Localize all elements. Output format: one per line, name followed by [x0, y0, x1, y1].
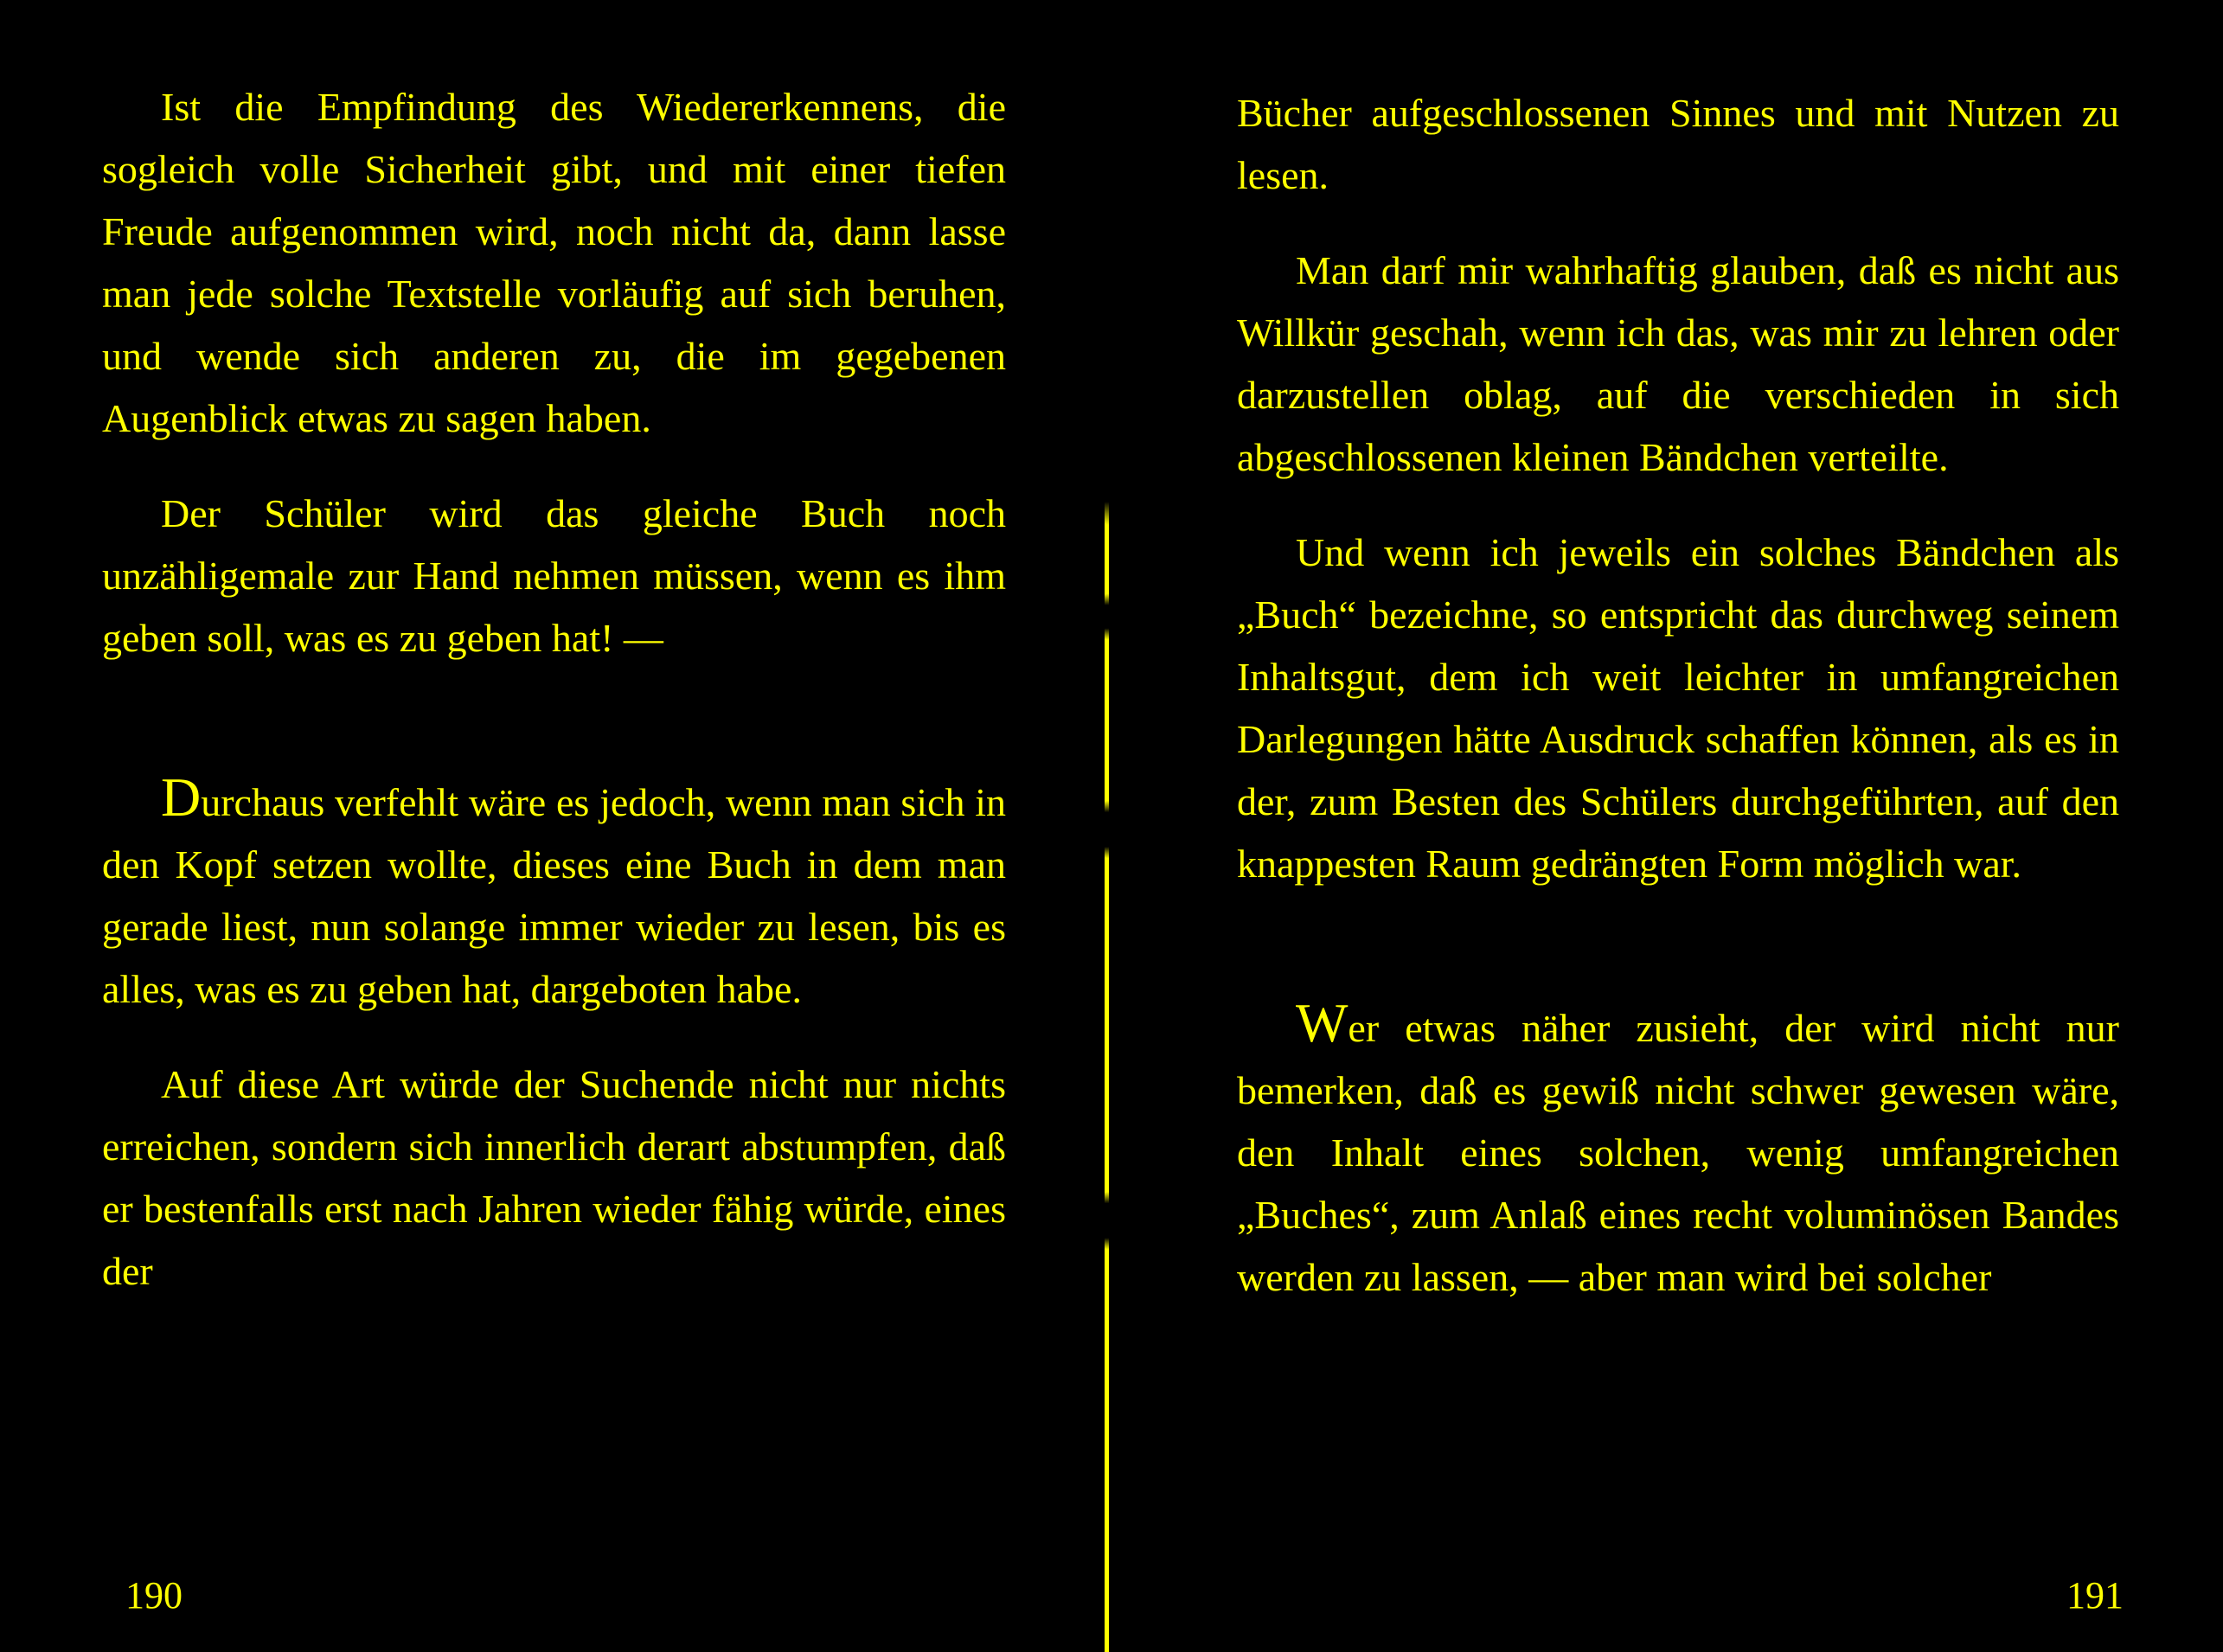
- right-paragraph-1: Bücher aufgeschlossenen Sinnes und mit Nutzen zu lesen.: [1237, 91, 2119, 197]
- left-paragraph-3-body: urchaus verfehlt wäre es jedoch, wenn man sich in den Kopf setzen wollte, dieses eine Buch in dem man gerade liest, nun solange immer wieder zu lesen, bis es alles, was es zu geben hat, dargeboten habe.: [102, 780, 1006, 1011]
- right-paragraph-3: Und wenn ich jeweils ein solches Bändchen als „Buch“ bezeichne, so entspricht das durchweg seinem Inhaltsgut, dem ich weit leichter in umfangreichen Darlegungen hätte Ausdruck schaffen können, als es in der, zum Besten des Schülers durchgeführten, auf den knappesten Raum gedrängten Form möglich war.: [1237, 530, 2119, 886]
- drop-initial-d: D: [161, 766, 202, 828]
- left-paragraph-3: [102, 766, 1006, 1021]
- right-paragraph-4: [1237, 992, 2119, 1309]
- right-paragraph-4-body: er etwas näher zusieht, der wird nicht nur bemerken, daß es gewiß nicht schwer gewesen wäre, den Inhalt eines solchen, wenig umfangreichen „Buches“, zum Anlaß eines recht voluminösen Bandes werden zu lassen, — aber man wird bei solcher: [1237, 1006, 2119, 1299]
- right-paragraph-2: Man darf mir wahrhaftig glauben, daß es nicht aus Willkür geschah, wenn ich das, was mir zu lehren oder darzustellen oblag, auf die verschieden in sich abgeschlossenen kleinen Bändchen verteilte.: [1237, 248, 2119, 479]
- right-page-text: [1237, 82, 2119, 1309]
- left-paragraph-4: Auf diese Art würde der Suchende nicht nur nichts erreichen, sondern sich innerlich derart abstumpfen, daß er bestenfalls erst nach Jahren wieder fähig würde, eines der: [102, 1062, 1006, 1293]
- page-number-right: 191: [2066, 1574, 2124, 1617]
- book-spine-divider: [1105, 502, 1109, 1652]
- left-paragraph-1: Ist die Empfindung des Wiedererkennens, die sogleich volle Sicherheit gibt, und mit einer tiefen Freude aufgenommen wird, noch nicht da, dann lasse man jede solche Textstelle vorläufig auf sich beruhen, und wende sich anderen zu, die im gegebenen Augenblick etwas zu sagen haben.: [102, 85, 1006, 440]
- drop-initial-w: W: [1296, 992, 1349, 1053]
- left-page: [0, 0, 1103, 1652]
- right-page: [1112, 0, 2223, 1652]
- left-page-text: [102, 76, 1006, 1303]
- left-paragraph-2: Der Schüler wird das gleiche Buch noch unzähligemale zur Hand nehmen müssen, wenn es ihm geben soll, was es zu geben hat! —: [102, 491, 1006, 660]
- page-number-left: 190: [125, 1574, 183, 1617]
